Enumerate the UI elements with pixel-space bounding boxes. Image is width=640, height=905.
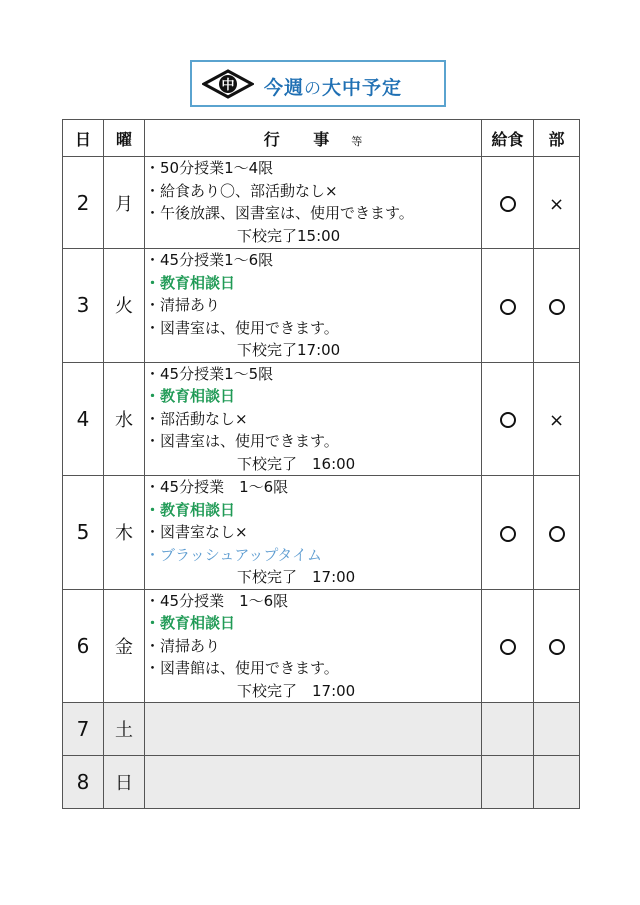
schedule-table	[62, 119, 580, 809]
dow-cell: 日	[104, 756, 145, 809]
event-line: ・45分授業1～6限	[145, 251, 274, 269]
event-line: ・図書室なし×	[145, 523, 248, 541]
title-part2: の	[304, 79, 323, 99]
events-cell	[145, 157, 482, 249]
event-line: ・45分授業 1～6限	[145, 478, 289, 496]
day-cell: 6	[63, 589, 104, 703]
event-line-blue: ・ブラッシュアップタイム	[145, 545, 323, 564]
title-box	[190, 60, 446, 107]
event-line: ・清掃あり	[145, 296, 221, 314]
header-lunch: 給食	[482, 120, 534, 157]
event-line-highlight: ・教育相談日	[145, 273, 236, 292]
dow-cell: 金	[104, 589, 145, 703]
events-cell	[145, 589, 482, 703]
circle-mark-icon	[500, 412, 516, 428]
dow-cell: 火	[104, 249, 145, 363]
dismissal-time: 下校完了 17:00	[237, 681, 356, 700]
page-title	[264, 73, 402, 100]
title-part1: 今週	[264, 77, 305, 99]
events-cell	[145, 362, 482, 476]
event-line-highlight: ・教育相談日	[145, 500, 236, 519]
event-line: ・45分授業 1～6限	[145, 591, 289, 610]
dow-cell: 月	[104, 157, 145, 249]
event-line: ・部活動なし×	[145, 409, 248, 428]
table-row-empty	[63, 756, 580, 809]
event-line: ・50分授業1～4限	[145, 159, 274, 177]
header-events	[145, 120, 482, 157]
day-cell: 8	[63, 756, 104, 809]
dismissal-time: 下校完了17:00	[237, 341, 341, 359]
school-crest-icon	[202, 69, 254, 99]
events-cell	[145, 476, 482, 590]
day-cell: 4	[63, 362, 104, 476]
circle-mark-icon	[549, 299, 565, 315]
header-row	[63, 120, 580, 157]
club-mark	[534, 703, 580, 756]
header-club: 部	[534, 120, 580, 157]
event-line: ・図書室は、使用できます。	[145, 318, 339, 337]
cross-mark: ×	[548, 409, 565, 431]
dismissal-time: 下校完了 17:00	[237, 568, 356, 586]
header-events-main: 行 事	[263, 129, 344, 149]
event-line: ・給食あり〇、部活動なし×	[145, 181, 338, 200]
event-line: ・午後放課、図書室は、使用できます。	[145, 204, 414, 222]
club-mark	[534, 756, 580, 809]
circle-mark-icon	[549, 639, 565, 655]
club-mark	[534, 157, 580, 249]
cross-mark: ×	[548, 193, 565, 215]
club-mark	[534, 249, 580, 363]
dow-cell: 土	[104, 703, 145, 756]
day-cell: 2	[63, 157, 104, 249]
header-events-sub: 等	[351, 134, 363, 148]
table-row	[63, 157, 580, 249]
club-mark	[534, 589, 580, 703]
events-cell	[145, 756, 482, 809]
header-dow: 曜	[104, 120, 145, 157]
club-mark	[534, 476, 580, 590]
circle-mark-icon	[500, 639, 516, 655]
lunch-mark	[482, 249, 534, 363]
table-row	[63, 249, 580, 363]
table-row	[63, 476, 580, 590]
event-line-highlight: ・教育相談日	[145, 387, 236, 405]
circle-mark-icon	[549, 526, 565, 542]
lunch-mark	[482, 157, 534, 249]
header-day: 日	[63, 120, 104, 157]
circle-mark-icon	[500, 526, 516, 542]
table-row-empty	[63, 703, 580, 756]
lunch-mark	[482, 589, 534, 703]
dow-cell: 木	[104, 476, 145, 590]
day-cell: 3	[63, 249, 104, 363]
club-mark	[534, 362, 580, 476]
dow-cell: 水	[104, 362, 145, 476]
lunch-mark	[482, 756, 534, 809]
title-part3: 大中予定	[322, 77, 403, 99]
day-cell: 5	[63, 476, 104, 590]
dismissal-time: 下校完了15:00	[237, 226, 341, 245]
event-line: ・45分授業1～5限	[145, 364, 274, 383]
circle-mark-icon	[500, 299, 516, 315]
event-line: ・清掃あり	[145, 636, 221, 655]
logo-text: 中	[221, 78, 235, 93]
event-line: ・図書館は、使用できます。	[145, 659, 339, 677]
events-cell	[145, 703, 482, 756]
event-line: ・図書室は、使用できます。	[145, 432, 339, 450]
dismissal-time: 下校完了 16:00	[237, 454, 356, 473]
event-line-highlight: ・教育相談日	[145, 614, 236, 632]
circle-mark-icon	[500, 196, 516, 212]
lunch-mark	[482, 476, 534, 590]
table-row	[63, 589, 580, 703]
lunch-mark	[482, 703, 534, 756]
table-row	[63, 362, 580, 476]
events-cell	[145, 249, 482, 363]
day-cell: 7	[63, 703, 104, 756]
lunch-mark	[482, 362, 534, 476]
